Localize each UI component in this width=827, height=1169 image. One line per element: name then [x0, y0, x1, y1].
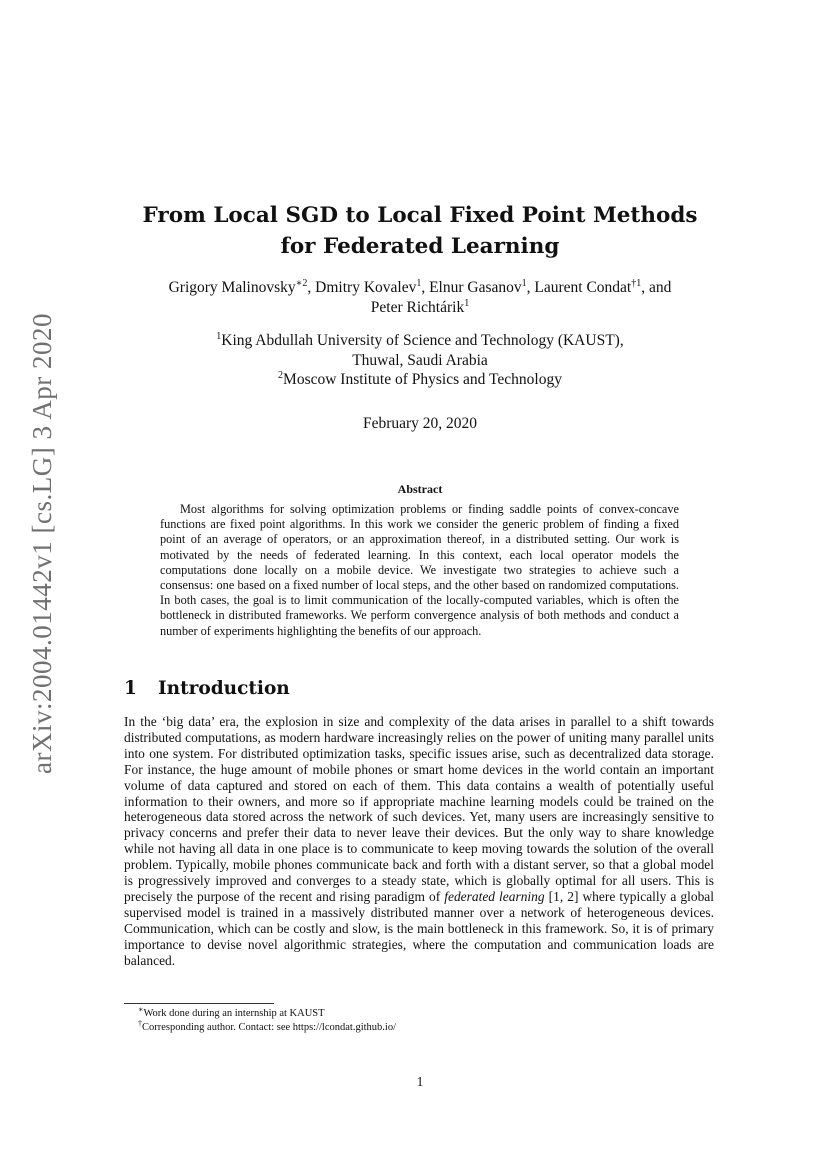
author-name: Grigory Malinovsky	[168, 279, 296, 296]
author-name: Dmitry Kovalev	[315, 279, 417, 296]
author	[315, 279, 429, 296]
affiliation-mark: 2	[278, 370, 284, 381]
author-list	[100, 278, 740, 318]
footnote-rule	[124, 1003, 274, 1004]
introduction-body	[124, 714, 714, 969]
section-heading	[124, 678, 290, 699]
emphasized-term: federated learning	[444, 888, 545, 904]
author-affiliation-mark: ∗2	[295, 278, 308, 289]
affiliation-1-location: Thuwal, Saudi Arabia	[352, 351, 488, 369]
footnote-mark: †	[138, 1018, 142, 1028]
section-number: 1	[124, 678, 137, 699]
publication-date: February 20, 2020	[362, 415, 478, 432]
abstract-body	[160, 502, 679, 639]
title-line-2: for Federated Learning	[280, 234, 560, 259]
author	[429, 279, 534, 296]
author-name: Elnur Gasanov	[429, 279, 522, 296]
title-line-1: From Local SGD to Local Fixed Point Methods	[142, 203, 698, 228]
abstract-paragraph: Most algorithms for solving optimization problems or finding saddle points of convex-concave functions are fixed point algorithms. In this work we consider the generic problem of finding a fixed point of an average of operators, or an approximation thereof, in a distributed setting. Our work is motivated by the needs of federated learning. In this context, each local operator models the computations done locally on a mobile device. We investigate two strategies to achieve such a consensus: one based on a fixed number of local steps, and the other based on randomized computations. In both cases, the goal is to limit communication of the locally-computed variables, which is often the bottleneck in distributed frameworks. We perform convergence analysis of both methods and conduct a number of experiments highlighting the benefits of our approach.	[160, 502, 679, 638]
affiliation-1: $^1$King Abdullah University of Science and Technology (KAUST),	[216, 331, 624, 349]
author-separator: ,	[307, 279, 316, 296]
author-name: Peter Richtárik	[370, 299, 465, 316]
body-paragraph: In the ‘big data’ era, the explosion in size and complexity of the data arises in parallel to a shift towards distributed computations, as modern hardware increasingly relies on the power of uniting many parallel units into one system. For distributed optimization tasks, specific issues arise, such as decentralized data storage. For instance, the huge amount of mobile phones or smart home devices in the world contain an important volume of data captured and stored on each of them. This data contains a wealth of potentially useful information to their owners, and more so if appropriate machine learning models could be trained on the heterogeneous data stored across the network of such devices. Yet, many users are increasingly sensitive to privacy concerns and prefer their data to never leave their devices. But the only way to share knowledge while not having all data in one place is to communicate to keep moving towards the solution of the overall problem. Typically, mobile phones communicate back and forth with a distant server, so that a global model is progressively improved and converges to a steady state, which is globally optimal for all users. This is precisely the purpose of the recent and rising paradigm of federated learning [1, 2] where typically a global supervised model is trained in a massively distributed manner over a network of heterogeneous devices. Communication, which can be costly and slow, is the main bottleneck in this framework. So, it is of primary importance to devise novel algorithmic strategies, where the computation and communication loads are balanced.	[124, 714, 714, 968]
author-separator: , and	[641, 279, 672, 296]
author	[534, 279, 671, 296]
footnotes	[124, 1007, 714, 1034]
paper-title	[110, 200, 730, 262]
author-affiliation-mark: †1	[631, 278, 642, 289]
footnote-2: †Corresponding author. Contact: see https://lcondat.github.io/	[138, 1018, 397, 1033]
arxiv-sidebar	[14, 312, 70, 774]
abstract-heading: Abstract	[397, 482, 443, 496]
author-separator: ,	[526, 279, 535, 296]
affiliation-mark: 1	[216, 331, 222, 342]
affiliations	[110, 331, 730, 390]
arxiv-identifier: arXiv:2004.01442v1 [cs.LG] 3 Apr 2020	[26, 312, 57, 774]
author-affiliation-mark: 1	[464, 298, 470, 309]
author-name: Laurent Condat	[534, 279, 632, 296]
page-number: 1	[416, 1074, 424, 1089]
author-affiliation-mark: 1	[416, 278, 422, 289]
section-title: Introduction	[158, 678, 290, 699]
author-affiliation-mark: 1	[521, 278, 527, 289]
author	[169, 279, 316, 296]
footnote-1: ∗Work done during an internship at KAUST	[138, 1005, 325, 1019]
author-separator: ,	[421, 279, 430, 296]
author	[371, 299, 469, 316]
affiliation-2: $^2$Moscow Institute of Physics and Technology	[278, 370, 562, 388]
footnote-mark: ∗	[138, 1005, 144, 1014]
